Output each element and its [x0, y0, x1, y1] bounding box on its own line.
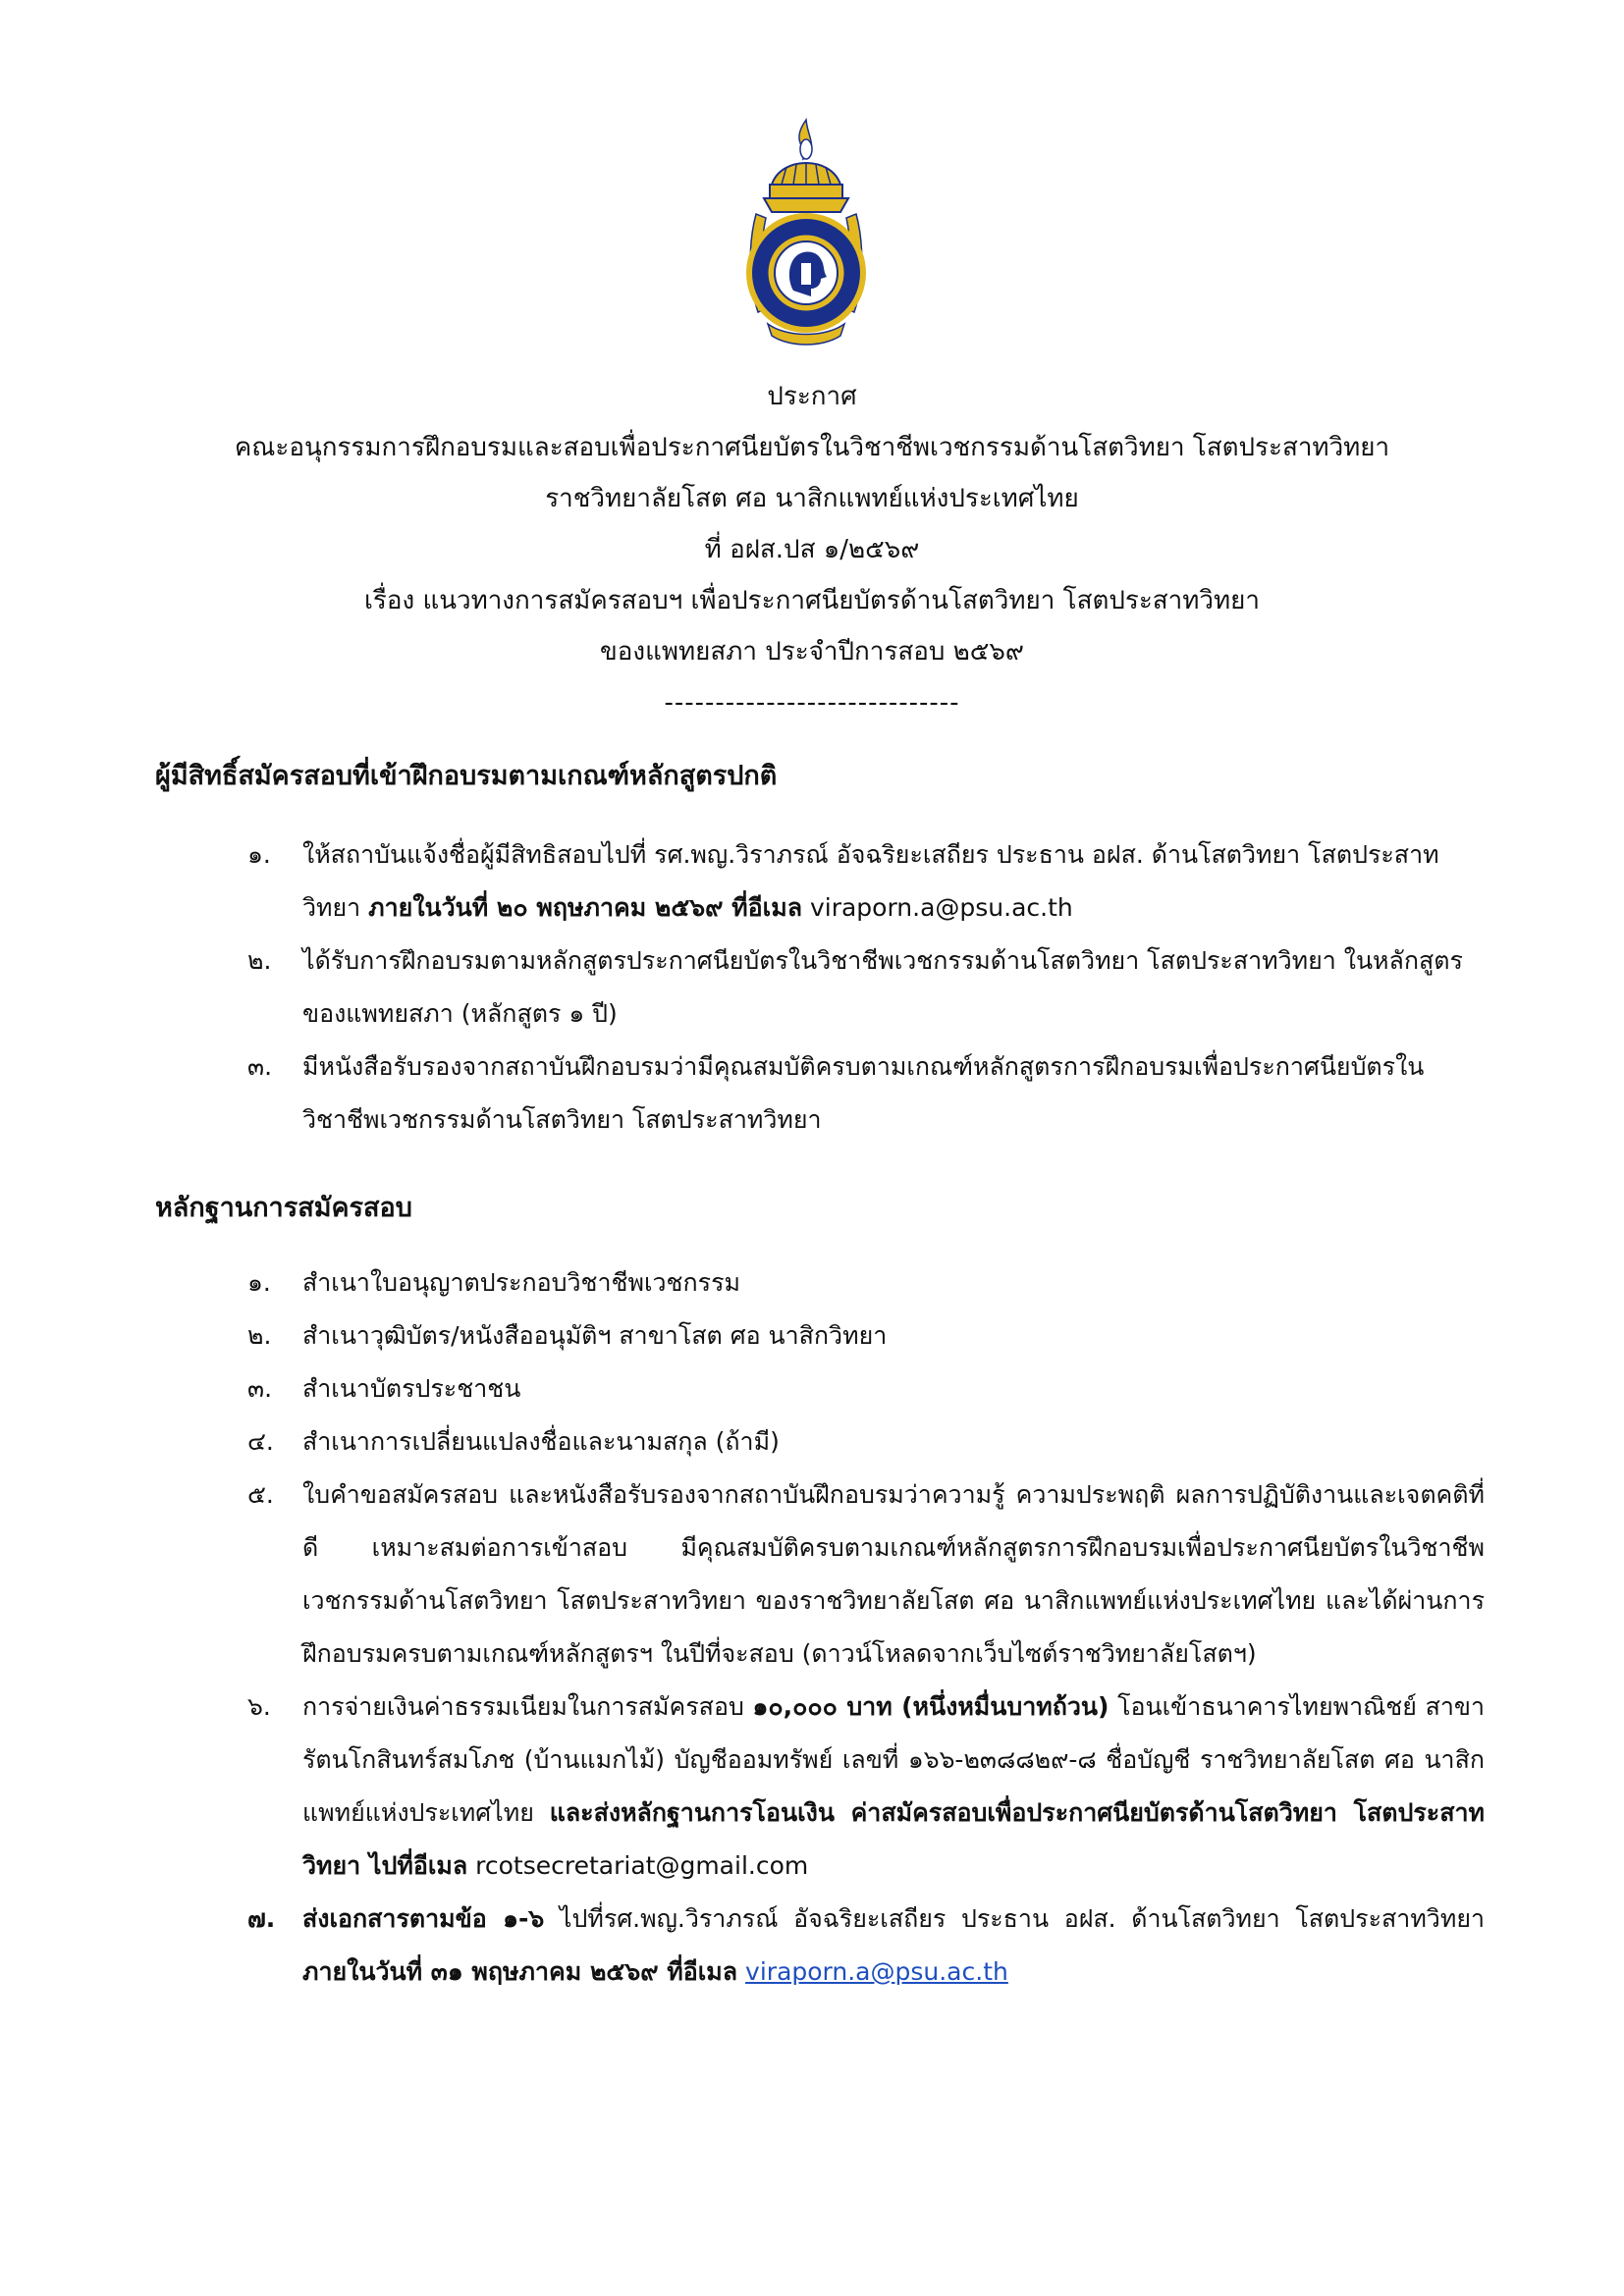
- list-number: ๓.: [247, 1052, 273, 1081]
- list-item: ๑. ให้สถาบันแจ้งชื่อผู้มีสิทธิสอบไปที่ รศ.พญ.วิราภรณ์ อัจฉริยะเสถียร ประธาน อฝส. ด้านโสตวิทยา โสตประสาทวิทยา ภายในวันที่ ๒๐ พฤษภาคม ๒๕๖๙ ที่อีเมล viraporn.a@psu.ac.th: [247, 828, 1485, 934]
- list-number: ๕.: [247, 1480, 274, 1509]
- fee-amount: ๑๐,๐๐๐ บาท (หนึ่งหมื่นบาทถ้วน): [752, 1692, 1110, 1721]
- list-item: ๗. ส่งเอกสารตามข้อ ๑-๖ ไปที่รศ.พญ.วิราภรณ์ อัจฉริยะเสถียร ประธาน อฝส. ด้านโสตวิทยา โสตประสาทวิทยา ภายในวันที่ ๓๑ พฤษภาคม ๒๕๖๙ ที่อีเมล viraporn.a@psu.ac.th: [247, 1893, 1485, 1999]
- header-subject: เรื่อง แนวทางการสมัครสอบฯ เพื่อประกาศนียบัตรด้านโสตวิทยา โสตประสาทวิทยา: [364, 586, 1260, 615]
- list-number: ๑.: [247, 840, 271, 869]
- list-item: ๖. การจ่ายเงินค่าธรรมเนียมในการสมัครสอบ ๑๐,๐๐๐ บาท (หนึ่งหมื่นบาทถ้วน) โอนเข้าธนาคารไทยพาณิชย์ สาขารัตนโกสินทร์สมโภช (บ้านแมกไม้) บัญชีออมทรัพย์ เลขที่ ๑๖๖-๒๓๘๘๒๙-๘ ชื่อบัญชี ราชวิทยาลัยโสต ศอ นาสิกแพทย์แห่งประเทศไทย และส่งหลักฐานการโอนเงิน ค่าสมัครสอบเพื่อประกาศนียบัตรด้านโสตวิทยา โสตประสาทวิทยา ไปที่อีเมล rcotsecretariat@gmail.com: [247, 1681, 1485, 1893]
- list-number: ๑.: [247, 1268, 271, 1297]
- list-number: ๗.: [247, 1904, 276, 1933]
- secretariat-email: rcotsecretariat@gmail.com: [467, 1851, 809, 1880]
- header-divider: -----------------------------: [664, 688, 960, 718]
- list-item: ๕. ใบคำขอสมัครสอบ และหนังสือรับรองจากสถาบันฝึกอบรมว่าความรู้ ความประพฤติ ผลการปฏิบัติงานและเจตคติที่ดี เหมาะสมต่อการเข้าสอบ มีคุณสมบัติครบตามเกณฑ์หลักสูตรการฝึกอบรมเพื่อประกาศนียบัตรในวิชาชีพเวชกรรมด้านโสตวิทยา โสตประสาทวิทยา ของราชวิทยาลัยโสต ศอ นาสิกแพทย์แห่งประเทศไทย และได้ผ่านการฝึกอบรมครบตามเกณฑ์หลักสูตรฯ ในปีที่จะสอบ (ดาวน์โหลดจากเว็บไซต์ราชวิทยาลัยโสตฯ): [247, 1468, 1485, 1681]
- header-title: ประกาศ: [767, 382, 857, 411]
- list-item: ๑. สำเนาใบอนุญาตประกอบวิชาชีพเวชกรรม: [247, 1256, 1485, 1309]
- list-item: ๒. ได้รับการฝึกอบรมตามหลักสูตรประกาศนียบัตรในวิชาชีพเวชกรรมด้านโสตวิทยา โสตประสาทวิทยา ในหลักสูตรของแพทยสภา (หลักสูตร ๑ ปี): [247, 934, 1485, 1041]
- list-item: ๔. สำเนาการเปลี่ยนแปลงชื่อและนามสกุล (ถ้ามี): [247, 1415, 1485, 1468]
- list-item: ๒. สำเนาวุฒิบัตร/หนังสืออนุมัติฯ สาขาโสต ศอ นาสิกวิทยา: [247, 1309, 1485, 1362]
- college-emblem-icon: [742, 116, 870, 361]
- section-eligibility-title: ผู้มีสิทธิ์สมัครสอบที่เข้าฝึกอบรมตามเกณฑ์หลักสูตรปกติ: [155, 761, 778, 791]
- header-college: ราชวิทยาลัยโสต ศอ นาสิกแพทย์แห่งประเทศไทย: [545, 484, 1079, 513]
- header-subject-continued: ของแพทยสภา ประจำปีการสอบ ๒๕๖๙: [600, 637, 1024, 667]
- eligibility-list: [247, 828, 1485, 1147]
- proof-of-transfer-instruction: และส่งหลักฐานการโอนเงิน ค่าสมัครสอบเพื่อประกาศนียบัตรด้านโสตวิทยา โสตประสาทวิทยา ไปที่อีเมล: [302, 1798, 1485, 1880]
- header-reference-number: ที่ อฝส.ปส ๑/๒๕๖๙: [704, 535, 920, 564]
- list-number: ๒.: [247, 1321, 272, 1350]
- list-number: ๒.: [247, 946, 272, 975]
- section-documents-title: หลักฐานการสมัครสอบ: [155, 1193, 412, 1223]
- deadline-text: ภายในวันที่ ๒๐ พฤษภาคม ๒๕๖๙ ที่อีเมล: [368, 893, 803, 922]
- list-item: ๓. สำเนาบัตรประชาชน: [247, 1362, 1485, 1415]
- email-link[interactable]: viraporn.a@psu.ac.th: [745, 1957, 1008, 1986]
- announcement-header: [0, 371, 1624, 728]
- list-item: ๓. มีหนังสือรับรองจากสถาบันฝึกอบรมว่ามีคุณสมบัติครบตามเกณฑ์หลักสูตรการฝึกอบรมเพื่อประกาศนียบัตรในวิชาชีพเวชกรรมด้านโสตวิทยา โสตประสาทวิทยา: [247, 1041, 1485, 1147]
- list-number: ๔.: [247, 1427, 274, 1456]
- list-number: ๖.: [247, 1692, 271, 1721]
- list-number: ๓.: [247, 1374, 273, 1403]
- documents-list: [247, 1256, 1485, 1999]
- email-text: viraporn.a@psu.ac.th: [802, 893, 1073, 922]
- deadline-text: ภายในวันที่ ๓๑ พฤษภาคม ๒๕๖๙ ที่อีเมล: [302, 1957, 738, 1986]
- header-committee: คณะอนุกรรมการฝึกอบรมและสอบเพื่อประกาศนียบัตรในวิชาชีพเวชกรรมด้านโสตวิทยา โสตประสาทวิทยา: [234, 433, 1390, 462]
